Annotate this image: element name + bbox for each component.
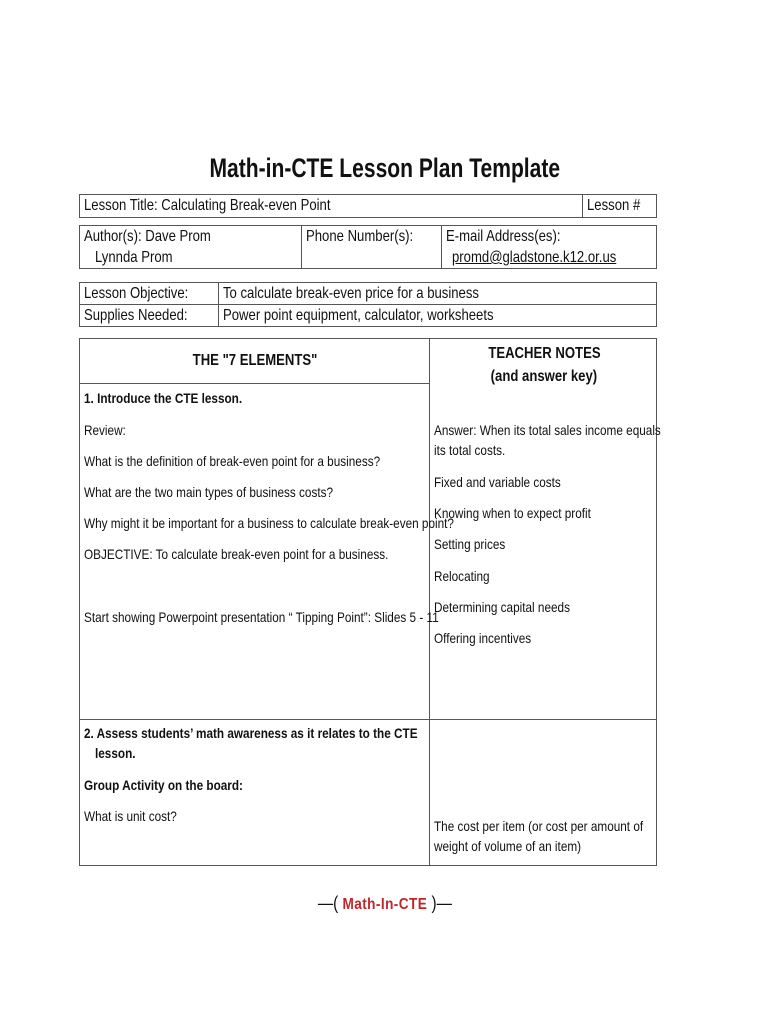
email-link[interactable]: promd@gladstone.k12.or.us: [451, 249, 616, 266]
lesson-title-cell: Lesson Title: Calculating Break-even Point: [80, 195, 583, 218]
question-3: Why might it be important for a business to calculate break-even point?: [84, 515, 454, 531]
authors-cell: Author(s): Dave Prom Lynnda Prom: [80, 226, 302, 269]
lesson-title-table: [79, 194, 657, 218]
supplies-label: Supplies Needed:: [80, 305, 219, 327]
section2-title: 2. Assess students’ math awareness as it relates to the CTE lesson.: [84, 725, 418, 761]
objective-value: To calculate break-even price for a business: [219, 283, 657, 305]
powerpoint-instruction: Start showing Powerpoint presentation “ Tipping Point”: Slides 5 - 11: [84, 609, 439, 625]
answer-6: Determining capital needs: [434, 599, 570, 615]
answer-5: Relocating: [434, 568, 490, 584]
unit-cost-answer: The cost per item (or cost per amount of weight of volume of an item): [434, 818, 644, 854]
objective-label: Lesson Objective:: [80, 283, 219, 305]
question-1: What is the definition of break-even point for a business?: [84, 453, 381, 469]
review-label: Review:: [84, 422, 126, 438]
answer-4: Setting prices: [434, 536, 506, 552]
footer-logo: —( Math-In-CTE )—: [317, 893, 453, 913]
unit-cost-question: What is unit cost?: [84, 808, 177, 824]
answer-7: Offering incentives: [434, 630, 532, 646]
question-2: What are the two main types of business costs?: [84, 484, 334, 500]
answer-2: Fixed and variable costs: [434, 474, 561, 490]
page-title: Math-in-CTE Lesson Plan Template: [209, 153, 561, 183]
objective-text: OBJECTIVE: To calculate break-even point for a business.: [84, 546, 389, 562]
section1-title: 1. Introduce the CTE lesson.: [84, 390, 243, 406]
supplies-value: Power point equipment, calculator, worksheets: [219, 305, 657, 327]
seven-elements-table: [79, 338, 661, 866]
objective-table: [79, 282, 657, 327]
teacher-notes-header: TEACHER NOTES (and answer key): [487, 345, 601, 385]
group-activity-label: Group Activity on the board:: [84, 777, 243, 793]
answer-3: Knowing when to expect profit: [434, 505, 591, 521]
email-cell: E-mail Address(es): promd@gladstone.k12.or.us: [441, 226, 656, 269]
author-table: [79, 225, 657, 269]
lesson-number-cell: Lesson #: [583, 195, 657, 218]
phone-cell: Phone Number(s):: [301, 226, 441, 269]
seven-elements-header: THE "7 ELEMENTS": [192, 352, 318, 369]
answer-1: Answer: When its total sales income equals its total costs.: [434, 422, 661, 458]
